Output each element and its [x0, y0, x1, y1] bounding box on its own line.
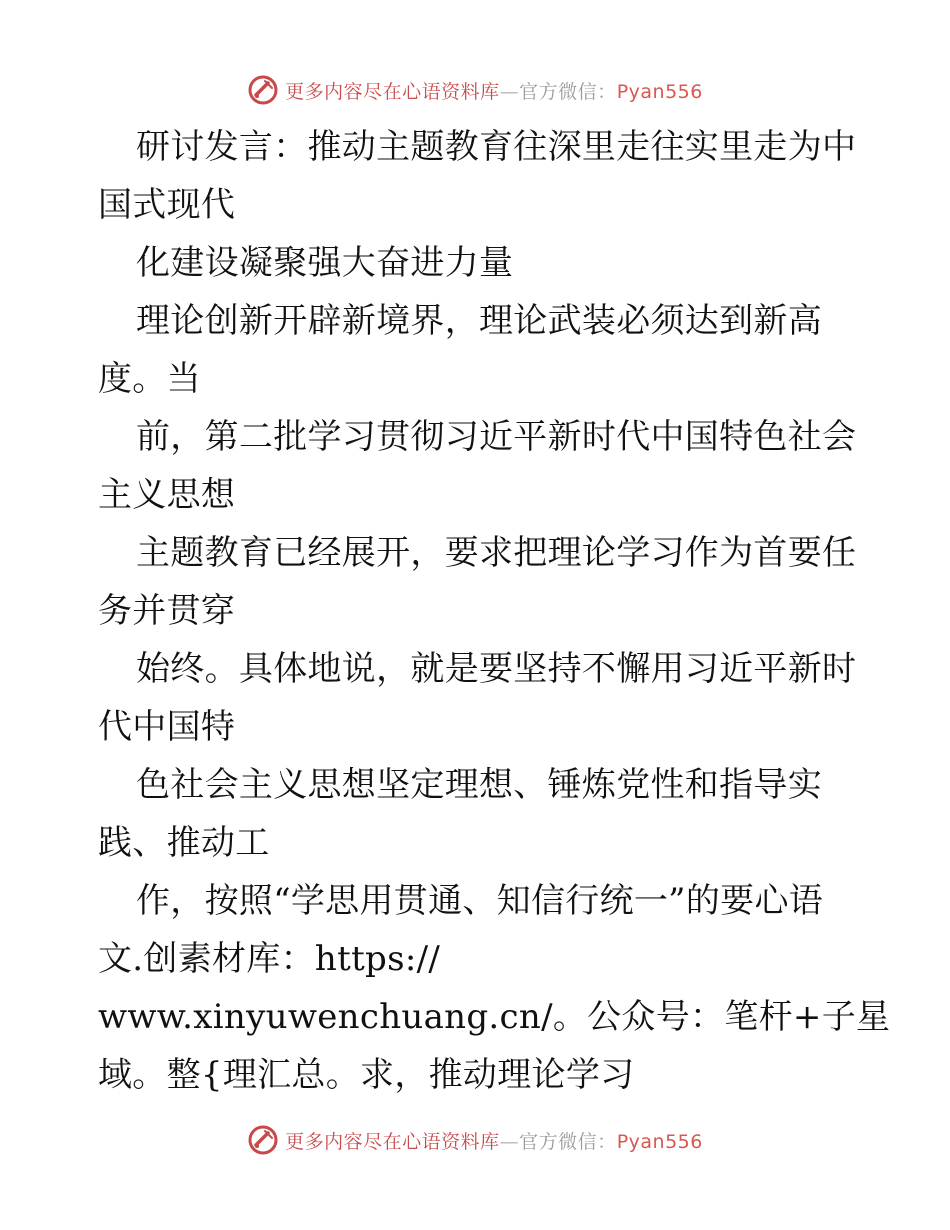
text-line: 务并贯穿 — [98, 591, 236, 631]
text-line: 始终。具体地说，就是要坚持不懈用习近平新时 — [136, 649, 857, 689]
text-line: 代中国特 — [98, 707, 236, 747]
banner-title: 更多内容尽在心语资料库 — [285, 1130, 500, 1153]
text-line: 度。当 — [98, 359, 201, 399]
text-line: 国式现代 — [98, 185, 236, 225]
logo-icon — [247, 74, 279, 106]
banner-wechat-label: 官方微信： — [519, 80, 617, 103]
text-line: www.xinyuwenchuang.cn/。公众号：笔杆+子星 — [98, 997, 891, 1037]
header-banner — [0, 70, 950, 110]
text-line: 理论创新开辟新境界，理论武装必须达到新高 — [136, 301, 822, 341]
text-line: 文.创素材库：https:// — [98, 939, 441, 979]
text-line: 主题教育已经展开，要求把理论学习作为首要任 — [136, 533, 857, 573]
logo-icon — [247, 1124, 279, 1156]
text-line: 主义思想 — [98, 475, 236, 515]
banner-separator: — — [499, 1130, 520, 1153]
banner-separator: — — [499, 80, 520, 103]
text-line: 前，第二批学习贯彻习近平新时代中国特色社会 — [136, 417, 857, 457]
text-line: 践、推动工 — [98, 823, 270, 863]
text-line: 色社会主义思想坚定理想、锤炼党性和指导实 — [136, 765, 822, 805]
text-line: 域。整{理汇总。求，推动理论学习 — [98, 1055, 635, 1095]
footer-banner — [0, 1120, 950, 1160]
document-body — [98, 118, 891, 1104]
text-line: 作，按照“学思用贯通、知信行统一”的要心语 — [136, 881, 824, 921]
banner-wechat-id: Pyan556 — [616, 80, 703, 103]
banner-wechat-id: Pyan556 — [616, 1130, 703, 1153]
banner-title: 更多内容尽在心语资料库 — [285, 80, 500, 103]
banner-wechat-label: 官方微信： — [519, 1130, 617, 1153]
text-line: 研讨发言：推动主题教育往深里走往实里走为中 — [136, 127, 857, 167]
text-line: 化建设凝聚强大奋进力量 — [136, 243, 514, 283]
